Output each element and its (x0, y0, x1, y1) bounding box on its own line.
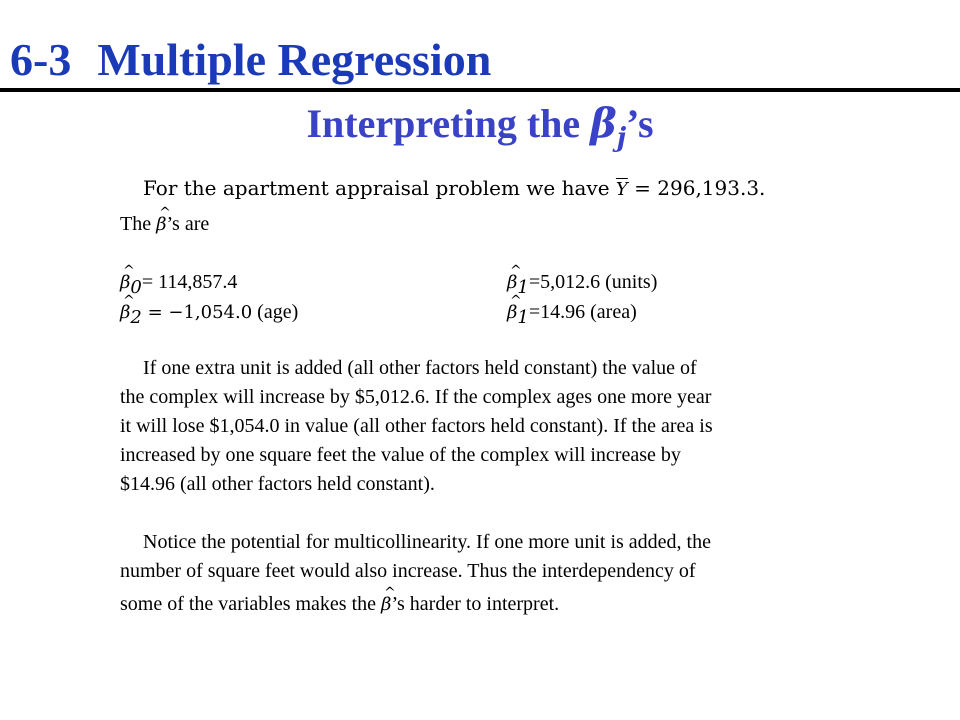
coefficient-subscript: 1 (517, 307, 529, 328)
beta-hat-symbol: ^ β (156, 211, 166, 239)
coefficient-subscript: 0 (130, 277, 142, 298)
betas-intro-prefix: The (120, 213, 157, 235)
coefficient-value: = 114,857.4 (141, 271, 238, 293)
coefficient-symbol: ^ β (507, 299, 517, 327)
slide-subtitle (0, 96, 960, 166)
coefficient-subscript: 1 (517, 277, 529, 298)
coefficient-subscript: 2 (130, 307, 142, 328)
title-divider (0, 88, 960, 92)
coefficient-beta1-area (507, 298, 637, 332)
subtitle-text-after: ’s (626, 101, 654, 146)
paragraph1-line: $14.96 (all other factors held constant). (120, 473, 435, 495)
beta-hat-symbol: ^ β (381, 591, 391, 619)
paragraph2-line: Notice the potential for multicollinearity. If one more unit is added, the (143, 531, 711, 553)
coefficient-value: =14.96 (area) (528, 301, 637, 323)
betas-intro (120, 210, 209, 239)
intro-sentence (143, 172, 765, 206)
coefficient-beta0 (120, 268, 237, 302)
paragraph1-line: it will lose $1,054.0 in value (all other factors held constant). If the area is (120, 415, 713, 437)
paragraph1-line: the complex will increase by $5,012.6. If the complex ages one more year (120, 386, 712, 408)
paragraph2-last-prefix: some of the variables makes the (120, 593, 382, 615)
beta-symbol: β (590, 100, 617, 147)
coefficient-symbol: ^ β (120, 269, 130, 297)
slide-title (10, 30, 491, 90)
subtitle-text-before: Interpreting the (306, 101, 591, 146)
paragraph2-last-suffix: ’s harder to interpret. (391, 593, 560, 615)
section-number: 6-3 (10, 34, 72, 85)
y-bar-symbol: $\overline{Y}$ (615, 179, 628, 200)
paragraph1-line: increased by one square feet the value of the complex will increase by (120, 444, 681, 466)
y-bar-value: = 296,193.3. (627, 176, 766, 200)
beta-subscript: j (616, 123, 627, 153)
paragraph2-line: number of square feet would also increase. Thus the interdependency of (120, 560, 696, 582)
section-title: Multiple Regression (97, 34, 492, 85)
coefficient-symbol: ^ β (507, 269, 517, 297)
coefficient-value: =5,012.6 (units) (528, 271, 658, 293)
paragraph2-last-line (120, 590, 559, 619)
betas-intro-suffix: ’s are (166, 213, 210, 235)
paragraph1-line: If one extra unit is added (all other factors held constant) the value of (143, 357, 697, 379)
coefficient-beta1-units (507, 268, 657, 302)
coefficient-value: (age) (252, 301, 299, 323)
coefficient-beta2 (120, 298, 298, 332)
coefficient-symbol: ^ β (120, 299, 130, 327)
intro-text: For the apartment appraisal problem we have (143, 176, 610, 200)
coefficient-math-value: = −1,054.0 (141, 302, 253, 323)
